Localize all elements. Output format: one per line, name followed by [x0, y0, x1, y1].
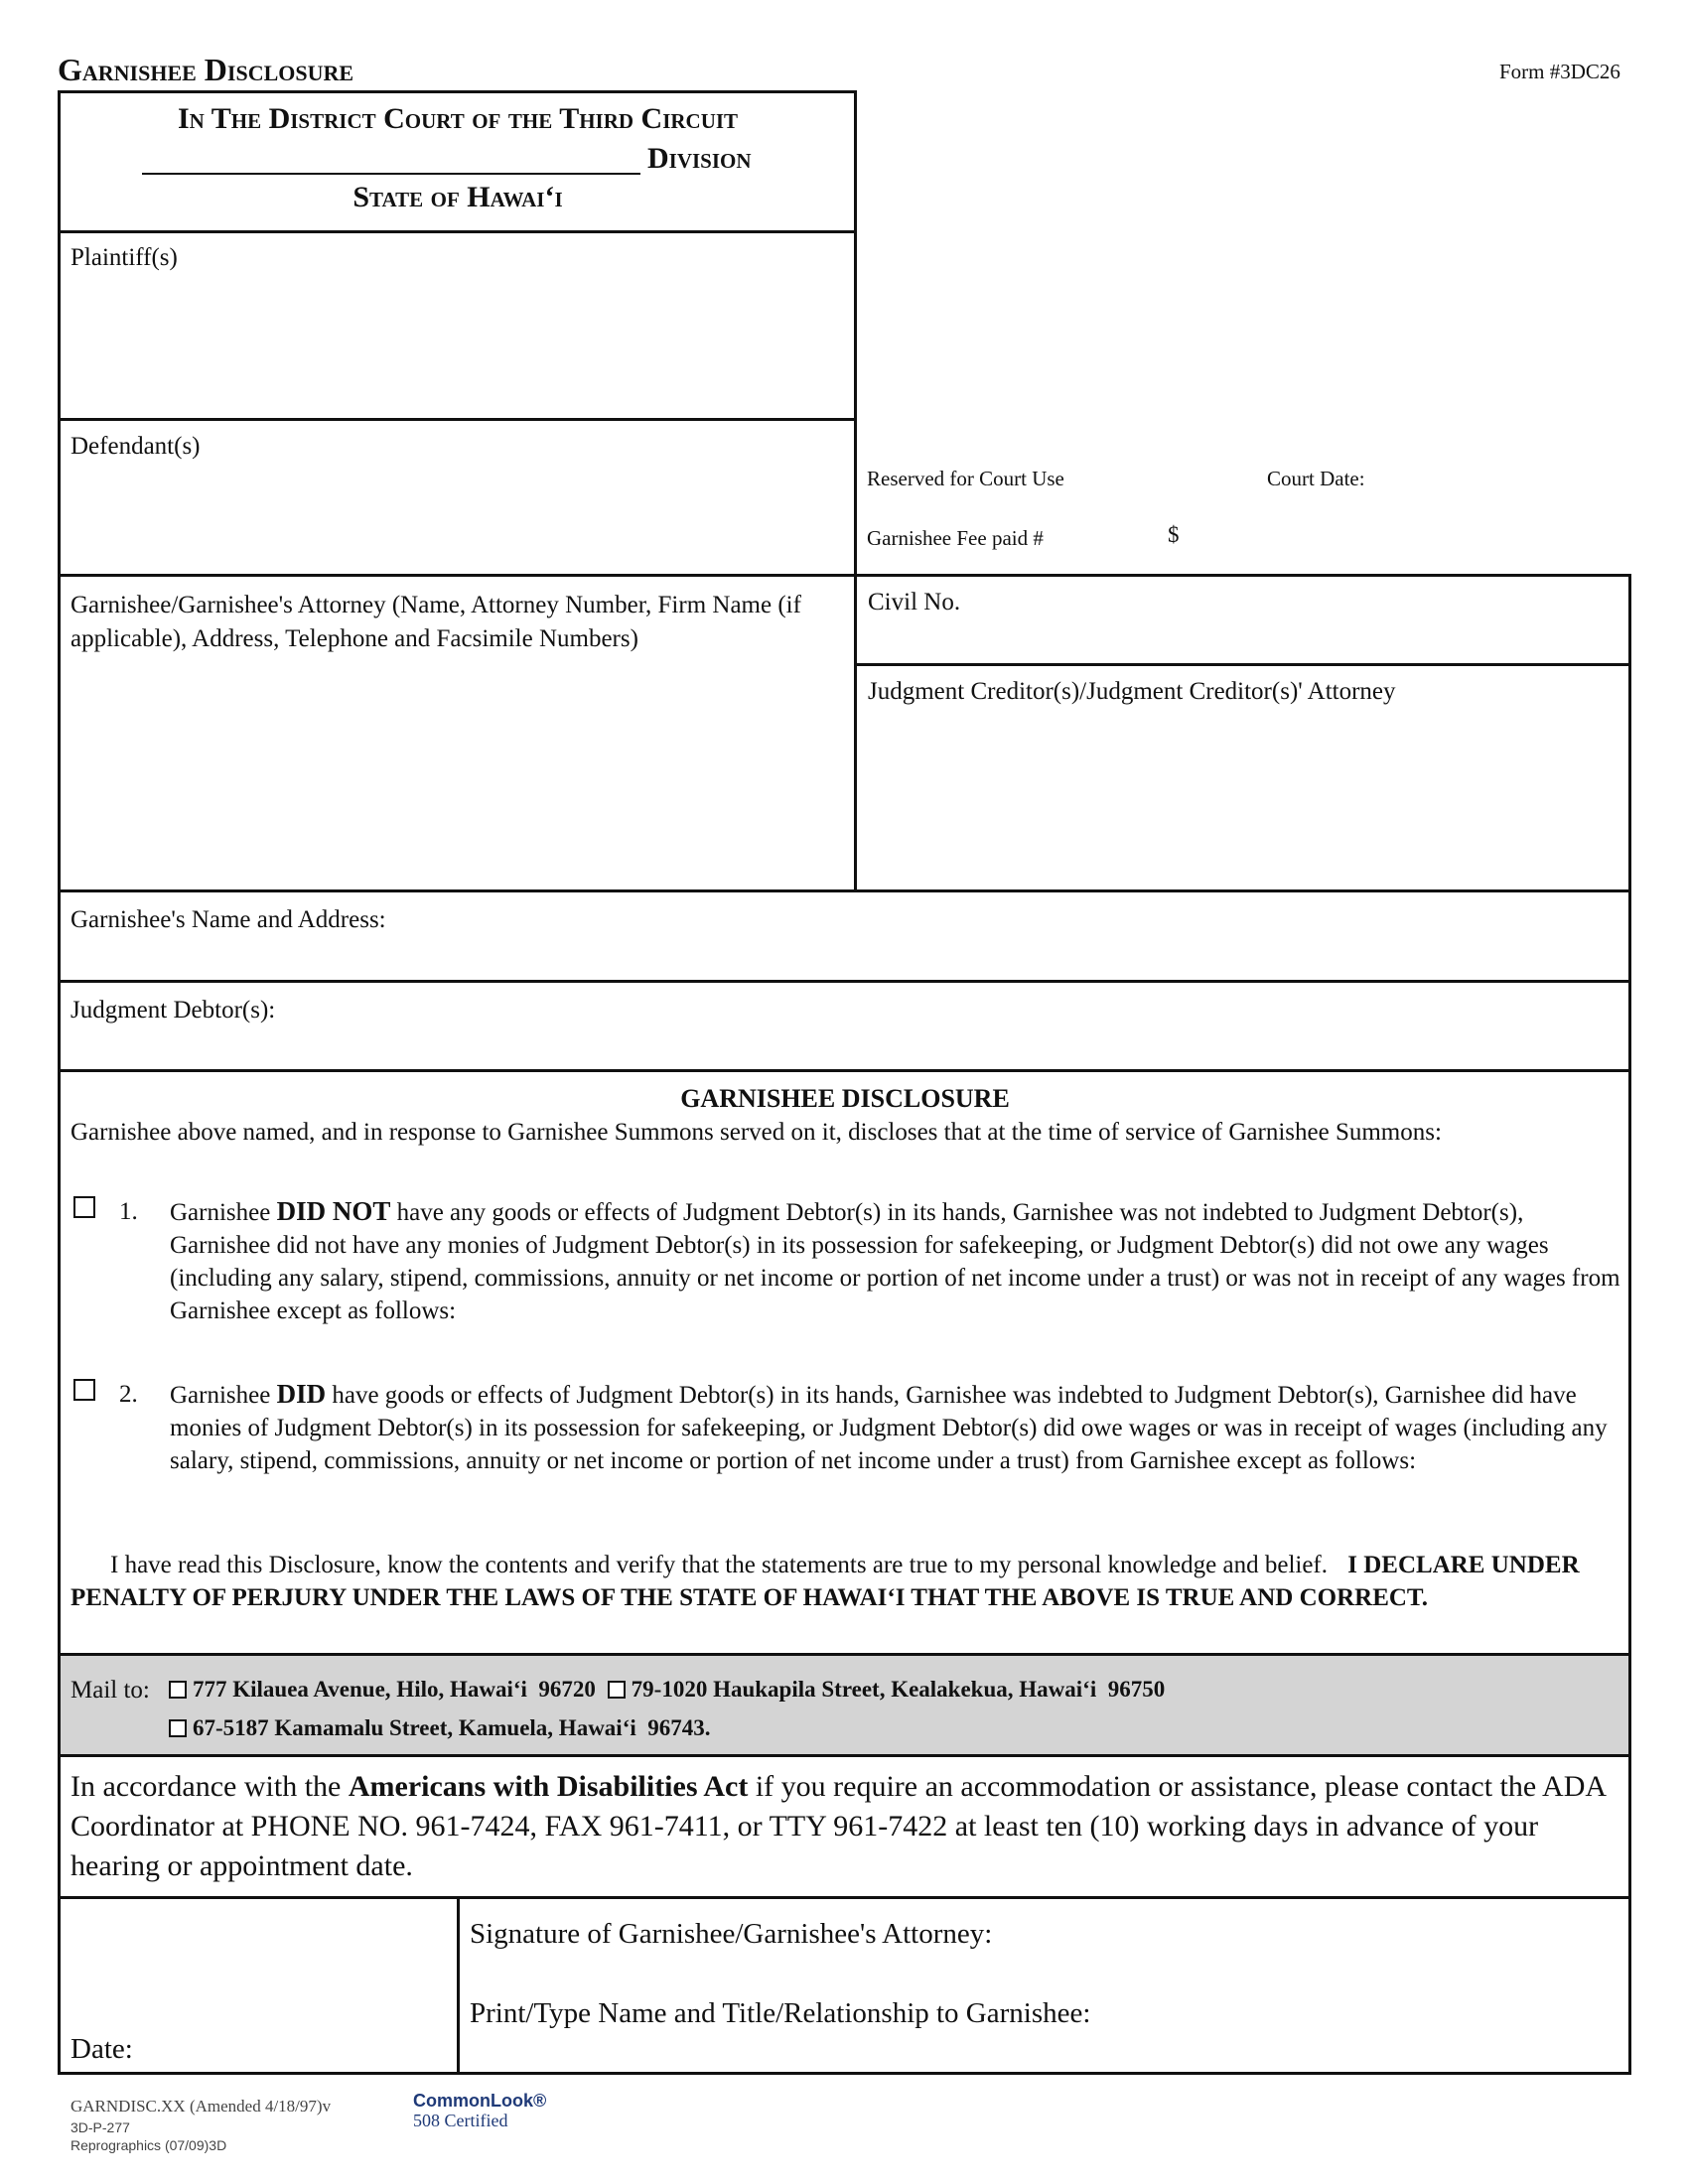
ada-notice: [70, 1767, 1619, 1886]
option2-body: have goods or effects of Judgment Debtor(s) in its hands, Garnishee was indebted to Judgment Debtor(s), Garnishee did have monies of Judgment Debtor(s) in its possession for safekeeping, or Judgment Debtor(s) did owe wages or was in receipt of wages (including any salary, stipend, commissions, annuity or net income or portion of net income under a trust) from Garnishee except as follows:: [170, 1382, 1608, 1474]
commonlook-cert: 508 Certified: [413, 2111, 508, 2130]
mail-checkbox-hilo[interactable]: [169, 1681, 187, 1699]
form-title: Garnishee Disclosure: [58, 52, 354, 87]
garnishee-name-label: Garnishee's Name and Address:: [70, 906, 386, 933]
garnishee-name-field[interactable]: [437, 896, 1623, 976]
commonlook-logo: [413, 2091, 546, 2130]
signature-label: Signature of Garnishee/Garnishee's Attorney:: [470, 1918, 993, 1950]
court-name: In The District Court of the Third Circuit: [177, 102, 739, 135]
option1-number: 1.: [119, 1198, 138, 1225]
defendant-label: Defendant(s): [70, 433, 201, 460]
defendant-field[interactable]: [61, 465, 854, 572]
mail-address-kealakekua: 79-1020 Haukapila Street, Kealakekua, Hawai‘i 96750: [631, 1677, 1166, 1702]
fee-currency: $: [1168, 522, 1180, 547]
creditor-label: Judgment Creditor(s)/Judgment Creditor(s)' Attorney: [868, 678, 1396, 705]
ada-post: if you require an accommodation or assistance, please contact the ADA Coordinator at PHONE NO. 961-7424, FAX 961-7411, or TTY 961-7422 at least ten (10) working days in advance of your hearing or appointment date.: [70, 1770, 1606, 1882]
declaration-statement: I DECLARE UNDER PENALTY OF PERJURY UNDER THE LAWS OF THE STATE OF HAWAI‘I THAT THE ABOVE IS TRUE AND CORRECT.: [70, 1552, 1580, 1611]
mail-row-1: [169, 1677, 1165, 1703]
ada-pre: In accordance with the: [70, 1770, 349, 1803]
disclosure-intro: Garnishee above named, and in response to Garnishee Summons served on it, discloses that at the time of service of Garnishee Summons:: [70, 1119, 1442, 1146]
option2-bold: DID: [276, 1379, 327, 1409]
option2-pre: Garnishee: [170, 1382, 277, 1409]
division-blank[interactable]: [142, 173, 640, 175]
form-code-2: 3D-P-277: [70, 2119, 130, 2135]
ada-act: Americans with Disabilities Act: [348, 1770, 749, 1803]
attorney-label: Garnishee/Garnishee's Attorney (Name, Attorney Number, Firm Name (if applicable), Address, Telephone and Facsimile Numbers): [70, 592, 801, 652]
mail-address-hilo: 777 Kilauea Avenue, Hilo, Hawai‘i 96720: [193, 1677, 596, 1702]
debtor-field[interactable]: [308, 986, 1623, 1065]
plaintiff-label: Plaintiff(s): [70, 244, 178, 271]
option2-text: [170, 1378, 1621, 1477]
mail-address-kamuela: 67-5187 Kamamalu Street, Kamuela, Hawai‘i 96743.: [193, 1715, 711, 1740]
civil-no-field[interactable]: [993, 581, 1618, 660]
verification-text: [70, 1549, 1624, 1614]
creditor-field[interactable]: [859, 715, 1623, 886]
date-field[interactable]: [61, 1899, 456, 2071]
disclosure-heading: GARNISHEE DISCLOSURE: [680, 1084, 1010, 1113]
state-name: State of Hawai‘i: [352, 181, 563, 213]
form-code-3: Reprographics (07/09)3D: [70, 2137, 227, 2153]
mail-label: Mail to:: [70, 1677, 150, 1704]
attorney-field[interactable]: [61, 660, 854, 887]
mail-checkbox-kealakekua[interactable]: [608, 1681, 626, 1699]
option1-bold: DID NOT: [276, 1196, 391, 1226]
signature-field[interactable]: [1043, 1906, 1623, 1966]
date-label: Date:: [70, 2033, 133, 2065]
form-code: GARNDISC.XX (Amended 4/18/97)v: [70, 2097, 332, 2116]
option2-number: 2.: [119, 1381, 138, 1408]
fee-label: Garnishee Fee paid #: [867, 526, 1044, 550]
civil-no-label: Civil No.: [868, 589, 961, 615]
division-label: Division: [647, 142, 752, 175]
option1-text: [170, 1195, 1621, 1327]
option1-pre: Garnishee: [170, 1199, 277, 1226]
option1-body: have any goods or effects of Judgment Debtor(s) in its hands, Garnishee was not indebted to Judgment Debtor(s), Garnishee did not have any monies of Judgment Debtor(s) in its possession for safekeeping, or Judgment Debtor(s) did not owe any wages (including any salary, stipend, commissions, annuity or net income or portion of net income under a trust) or was not in receipt of any wages from Garnishee except as follows:: [170, 1199, 1620, 1324]
option2-checkbox[interactable]: [73, 1379, 95, 1401]
court-date-label: Court Date:: [1267, 467, 1365, 490]
verify-statement: I have read this Disclosure, know the contents and verify that the statements are true to my personal knowledge and belief.: [110, 1552, 1329, 1578]
reserved-label: Reserved for Court Use: [867, 467, 1064, 490]
commonlook-name: CommonLook®: [413, 2091, 547, 2111]
option1-checkbox[interactable]: [73, 1196, 95, 1218]
print-name-field[interactable]: [1206, 1985, 1623, 2045]
debtor-label: Judgment Debtor(s):: [70, 997, 276, 1024]
mail-checkbox-kamuela[interactable]: [169, 1719, 187, 1737]
mail-row-2: [169, 1715, 711, 1741]
plaintiff-field[interactable]: [61, 276, 854, 415]
print-name-label: Print/Type Name and Title/Relationship to Garnishee:: [470, 1997, 1091, 2029]
form-number: Form #3DC26: [1499, 60, 1620, 83]
